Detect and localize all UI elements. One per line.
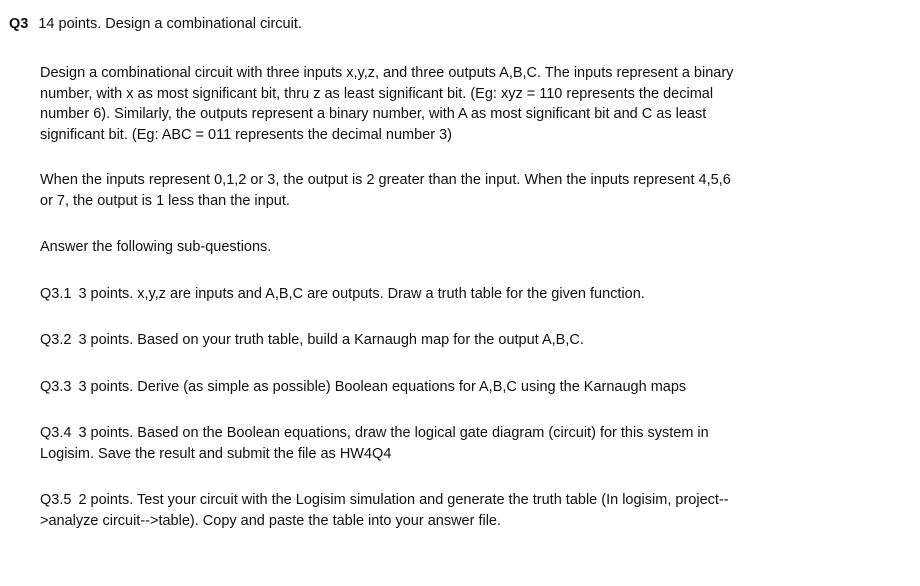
subquestion-text: 3 points. Based on the Boolean equations, draw the logical gate diagram (circuit) for this system in — [78, 425, 709, 441]
subquestion-text: 3 points. Based on your truth table, build a Karnaugh map for the output A,B,C. — [78, 332, 584, 348]
question-title: 14 points. Design a combinational circuit. — [38, 16, 302, 32]
intro-line: number, with x as most significant bit, thru z as least significant bit. (Eg: xyz = 110 represents the decimal — [40, 85, 714, 102]
instruction-text: Answer the following sub-questions. — [40, 239, 272, 255]
question-number: Q3 — [9, 16, 29, 32]
rule-paragraph — [40, 170, 900, 211]
subquestion-number: Q3.3 — [40, 378, 72, 395]
subquestion-3-5 — [40, 490, 900, 531]
subquestion-3-3 — [40, 377, 900, 398]
intro-line: significant bit. (Eg: ABC = 011 represents the decimal number 3) — [40, 126, 452, 143]
subquestion-number: Q3.2 — [40, 332, 72, 348]
subquestion-number: Q3.1 — [40, 285, 72, 302]
rule-line: or 7, the output is 1 less than the input. — [40, 192, 290, 209]
intro-paragraph — [40, 63, 900, 145]
rule-line: When the inputs represent 0,1,2 or 3, the output is 2 greater than the input. When the inputs represent 4,5,6 — [40, 172, 731, 188]
question-header — [9, 14, 302, 34]
subquestion-3-4 — [40, 423, 900, 464]
intro-line: Design a combinational circuit with three inputs x,y,z, and three outputs A,B,C. The inputs represent a binary — [40, 65, 734, 81]
subquestion-text: 2 points. Test your circuit with the Logisim simulation and generate the truth table (In logisim, project-- — [78, 492, 729, 508]
subquestion-text: 3 points. x,y,z are inputs and A,B,C are outputs. Draw a truth table for the given function. — [78, 285, 645, 302]
question-body — [40, 63, 900, 531]
subquestion-3-1 — [40, 284, 900, 305]
subquestion-number: Q3.5 — [40, 492, 72, 508]
subquestion-number: Q3.4 — [40, 425, 72, 441]
subquestion-text-continued: >analyze circuit-->table). Copy and paste the table into your answer file. — [40, 512, 502, 529]
subquestion-3-2 — [40, 330, 900, 351]
subquestion-text: 3 points. Derive (as simple as possible) Boolean equations for A,B,C using the Karnaugh maps — [78, 378, 687, 395]
subquestion-text-continued: Logisim. Save the result and submit the file as HW4Q4 — [40, 445, 392, 462]
intro-line: number 6). Similarly, the outputs represent a binary number, with A as most significant bit and C as least — [40, 106, 707, 122]
